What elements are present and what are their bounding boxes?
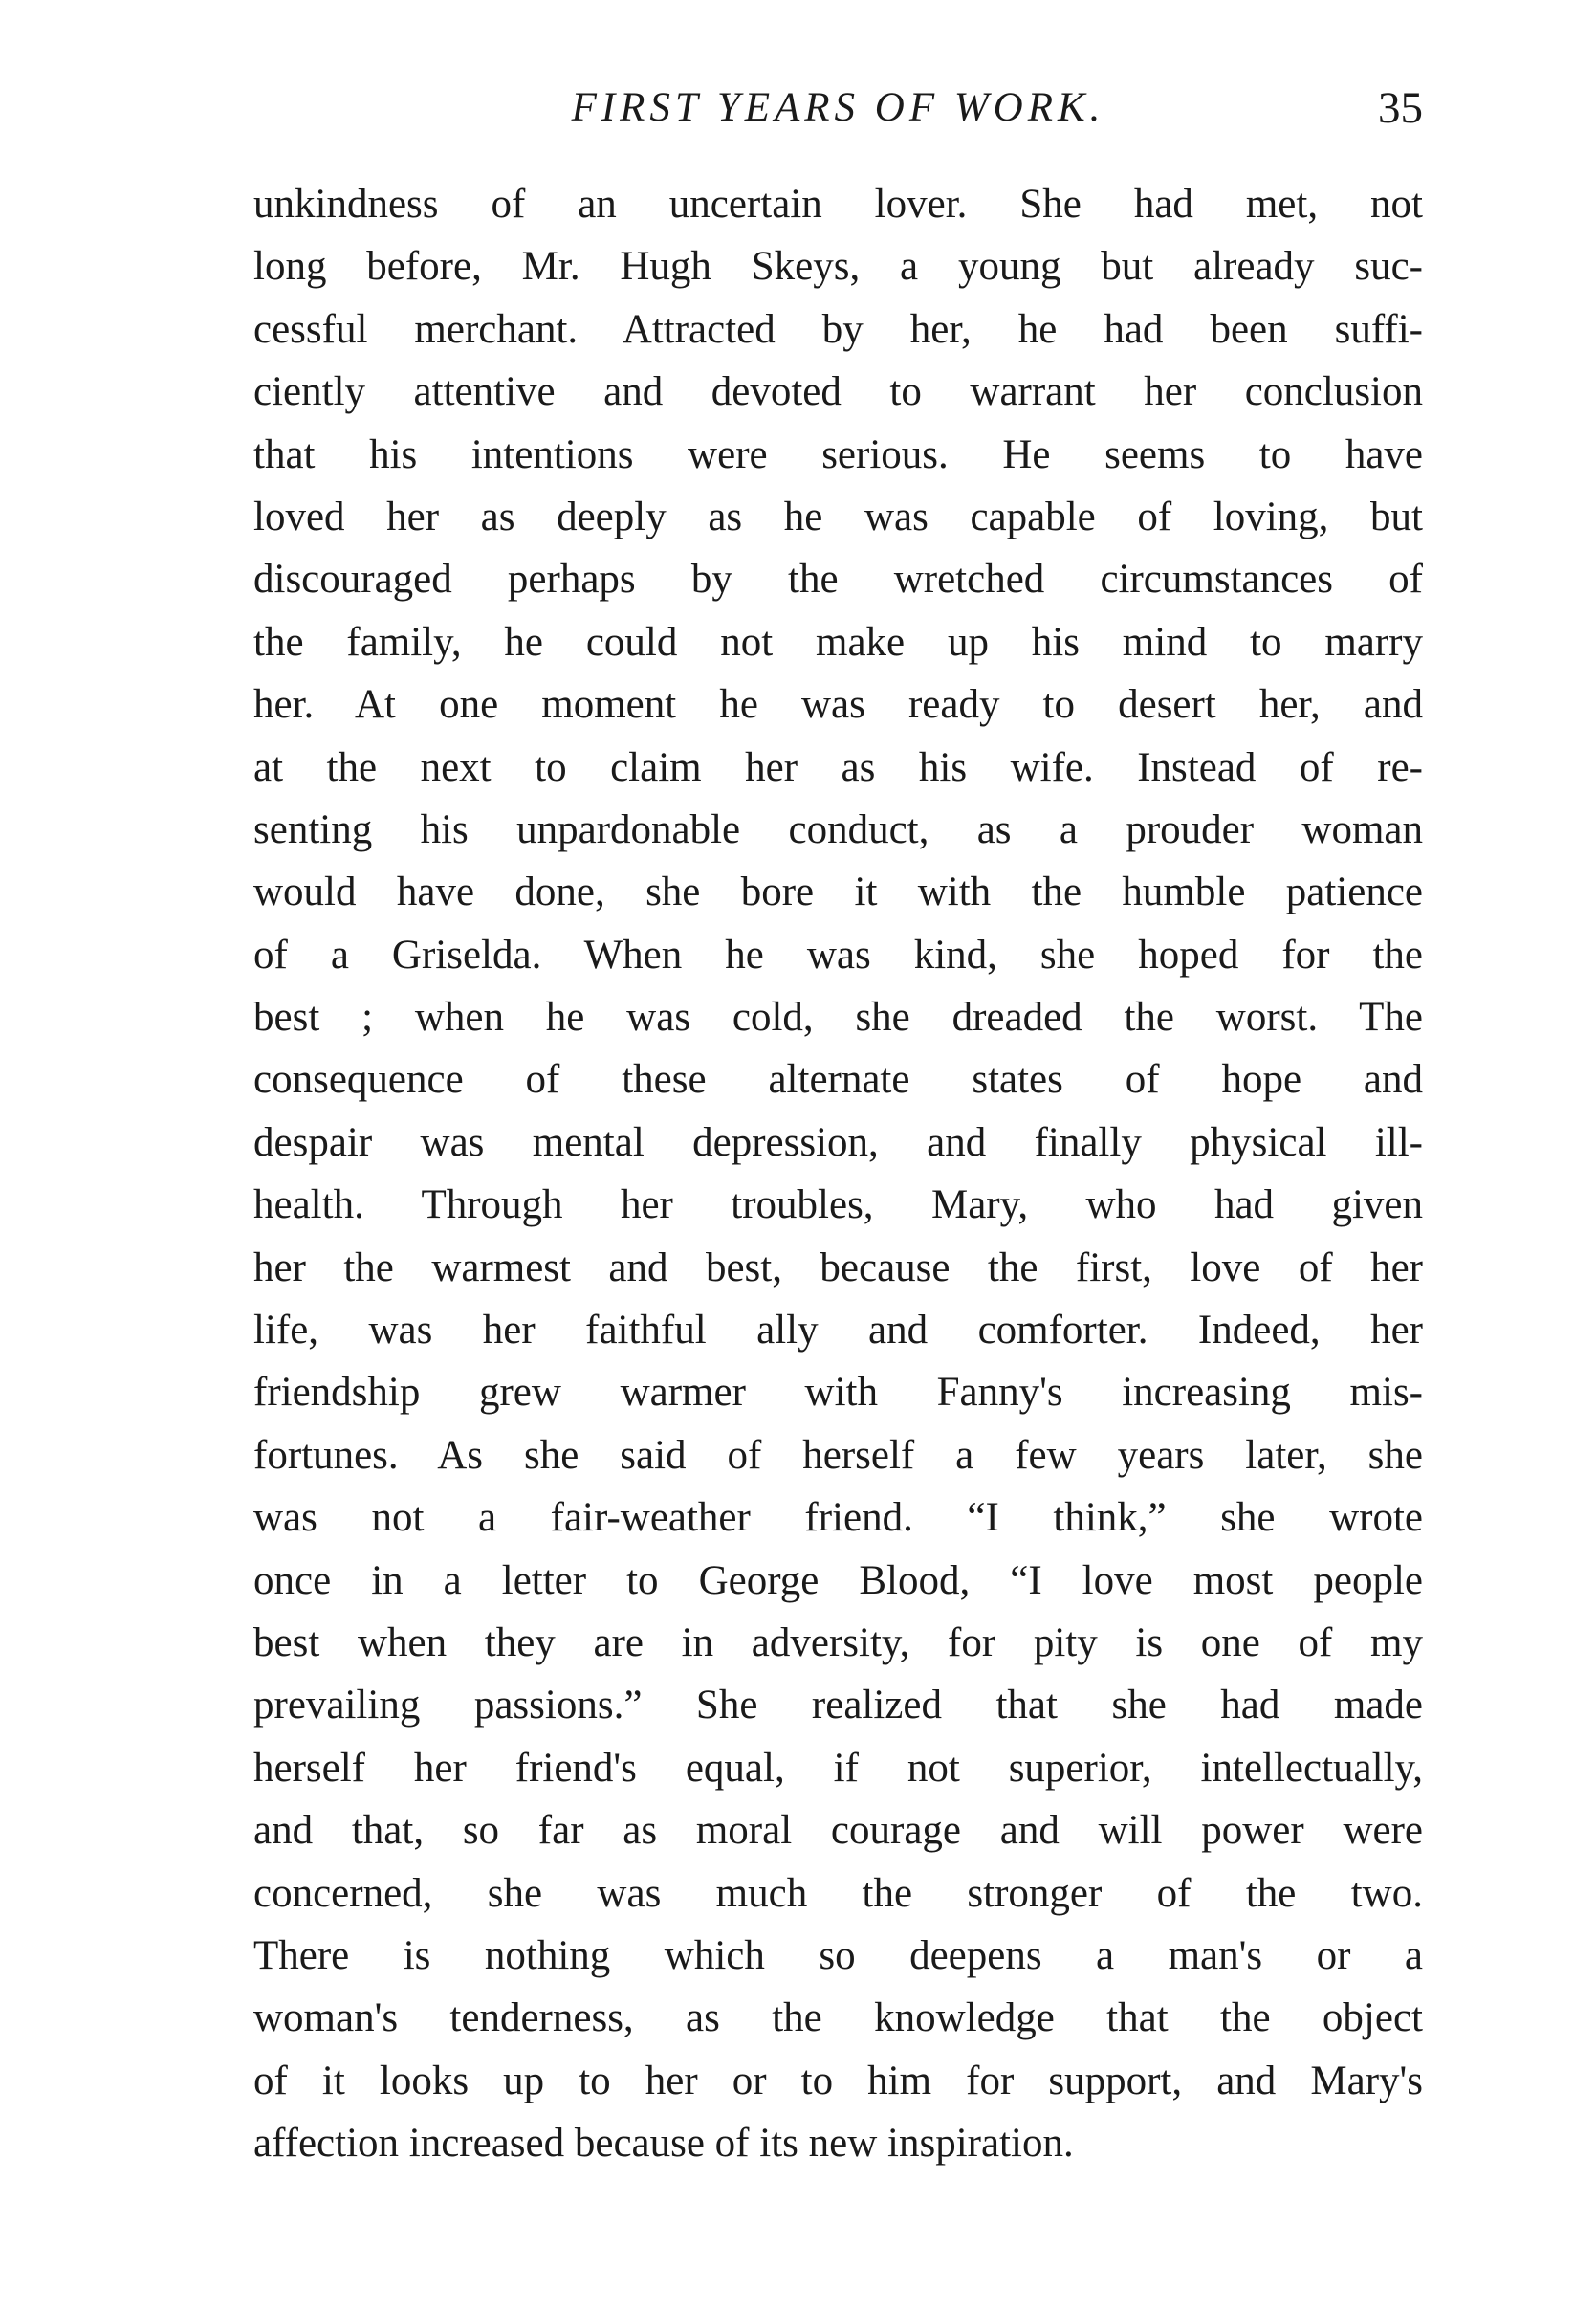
text-line: senting his unpardonable conduct, as a prouder woman: [253, 806, 1423, 852]
text-line: that his intentions were serious. He seems to have: [253, 431, 1423, 477]
text-line: unkindness of an uncertain lover. She had met, not: [253, 182, 1423, 227]
text-line: once in a letter to George Blood, “I love most people: [253, 1557, 1423, 1603]
text-line: would have done, she bore it with the humble patience: [253, 870, 1423, 915]
running-head: [253, 75, 1423, 142]
text-line: consequence of these alternate states of hope and: [253, 1057, 1423, 1103]
running-title: FIRST YEARS OF WORK.: [571, 85, 1105, 130]
text-line: despair was mental depression, and finally physical ill-: [253, 1119, 1423, 1165]
text-line-last: affection increased because of its new inspiration.: [253, 2121, 1074, 2167]
text-line: friendship grew warmer with Fanny's increasing mis-: [253, 1370, 1423, 1416]
text-line: concerned, she was much the stronger of the two.: [253, 1870, 1423, 1916]
text-line: woman's tenderness, as the knowledge that the object: [253, 1995, 1423, 2041]
text-line: loved her as deeply as he was capable of loving, but: [253, 494, 1423, 539]
text-line: herself her friend's equal, if not superior, intellectually,: [253, 1745, 1423, 1791]
text-line: life, was her faithful ally and comforter. Indeed, her: [253, 1308, 1423, 1354]
text-line: of it looks up to her or to him for support, and Mary's: [253, 2058, 1423, 2103]
text-line: prevailing passions.” She realized that she had made: [253, 1683, 1423, 1728]
text-line: at the next to claim her as his wife. Instead of re-: [253, 744, 1423, 790]
text-line: discouraged perhaps by the wretched circumstances of: [253, 557, 1423, 603]
text-line: her. At one moment he was ready to desert her, and: [253, 682, 1423, 728]
text-line: There is nothing which so deepens a man's or a: [253, 1932, 1423, 1978]
text-line: ciently attentive and devoted to warrant her conclusion: [253, 369, 1423, 415]
page-number: 35: [1378, 83, 1423, 133]
body-paragraph: [253, 173, 1423, 2175]
text-line: was not a fair-weather friend. “I think,” she wrote: [253, 1495, 1423, 1541]
text-line: and that, so far as moral courage and will power were: [253, 1808, 1423, 1854]
text-line: best ; when he was cold, she dreaded the worst. The: [253, 995, 1423, 1041]
text-line: of a Griselda. When he was kind, she hoped for the: [253, 932, 1423, 978]
text-line: health. Through her troubles, Mary, who had given: [253, 1182, 1423, 1228]
text-line: long before, Mr. Hugh Skeys, a young but already suc-: [253, 244, 1423, 290]
text-line: her the warmest and best, because the first, love of her: [253, 1244, 1423, 1290]
text-line: cessful merchant. Attracted by her, he had been suffi-: [253, 306, 1423, 352]
text-line: the family, he could not make up his mind to marry: [253, 619, 1423, 665]
text-line: fortunes. As she said of herself a few years later, she: [253, 1432, 1423, 1478]
text-line: best when they are in adversity, for pity is one of my: [253, 1619, 1423, 1665]
